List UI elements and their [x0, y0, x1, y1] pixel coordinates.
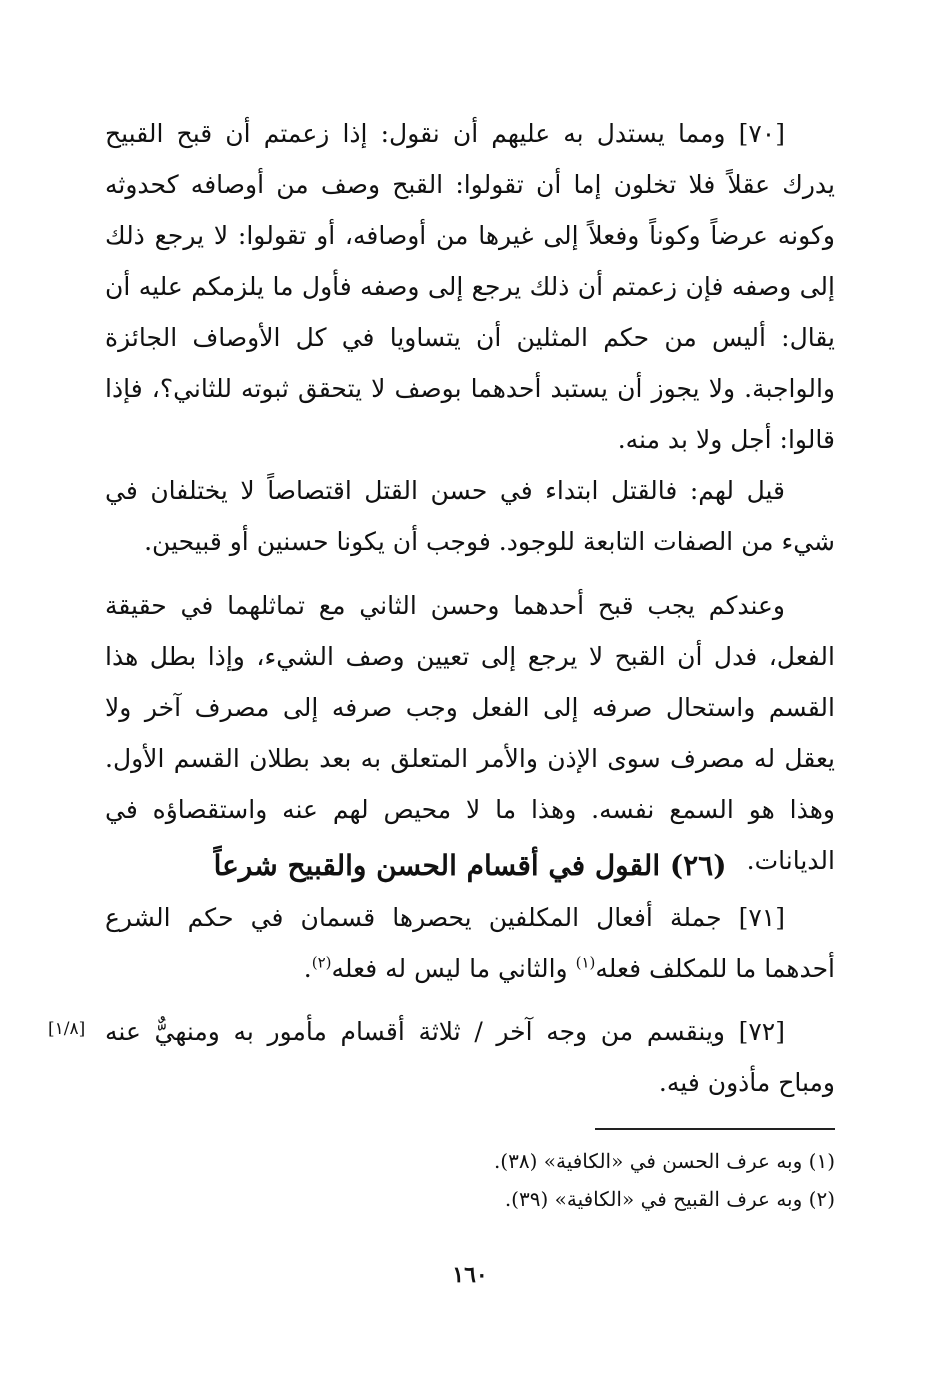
manuscript-folio-marker: [١/٨] [48, 1019, 86, 1039]
paragraph-reply-text: قيل لهم: فالقتل ابتداء في حسن القتل اقتصاصاً لا يختلفان في شيء من الصفات التابعة للوجود. فوجب أن يكونا حسنين أو قبيحين. [105, 476, 835, 556]
footnotes [105, 1142, 835, 1218]
paragraph-70 [105, 108, 835, 465]
footnote-1: (١) وبه عرف الحسن في «الكافية» (٣٨). [493, 1149, 835, 1173]
page-number: ١٦٠ [452, 1262, 488, 1288]
paragraph-72 [105, 1006, 835, 1108]
paragraph-71 [105, 892, 835, 994]
footnote-2: (٢) وبه عرف القبيح في «الكافية» (٣٩). [504, 1187, 835, 1211]
paragraph-reply [105, 465, 835, 567]
paragraph-70-text: [٧٠] ومما يستدل به عليهم أن نقول: إذا زعمتم أن قبح القبيح يدرك عقلاً فلا تخلون إما أن تقولوا: القبح وصف من أوصافه كحدوثه وكونه عرضاً وكوناً وفعلاً إلى غيرها من أوصافه، أو تقولوا: لا يرجع ذلك إلى وصفه فإن زعمتم أن ذلك يرجع إلى وصفه فأول ما يلزمكم عليه أن يقال: أليس من حكم المثلين أن يتساويا في كل الأوصاف الجائزة والواجبة. ولا يجوز أن يستبد أحدهما بوصف لا يتحقق ثبوته للثاني؟، فإذا قالوا: أجل ولا بد منه. [105, 119, 835, 454]
paragraph-conclusion-text: وعندكم يجب قبح أحدهما وحسن الثاني مع تماثلهما في حقيقة الفعل، فدل أن القبح لا يرجع إلى تعيين وصف الشيء، وإذا بطل هذا القسم واستحال صرفه إلى الفعل وجب صرفه إلى مصرف آخر ولا يعقل له مصرف سوى الإذن والأمر المتعلق به بعد بطلان القسم الأول. وهذا هو السمع نفسه. وهذا ما لا محيص لهم عنه واستقصاؤه في الديانات. [105, 591, 835, 875]
footnote-ref-1[interactable]: (١) [575, 953, 596, 972]
section-heading: (٢٦) القول في أقسام الحسن والقبيح شرعاً [213, 849, 727, 882]
paragraph-71-text [105, 892, 835, 994]
paragraph-71-main: [٧١] جملة أفعال المكلفين يحصرها قسمان في حكم الشرع أحدهما ما للمكلف فعله [105, 903, 835, 983]
paragraph-71-middle: والثاني ما ليس له فعله [331, 954, 576, 983]
paragraph-71-end: . [303, 954, 312, 983]
footnote-ref-2[interactable]: (٢) [311, 953, 332, 972]
footnote-divider [595, 1128, 835, 1130]
paragraph-72-text: [٧٢] وينقسم من وجه آخر / ثلاثة أقسام مأمور به ومنهيٌّ عنه ومباح مأذون فيه. [105, 1017, 835, 1097]
